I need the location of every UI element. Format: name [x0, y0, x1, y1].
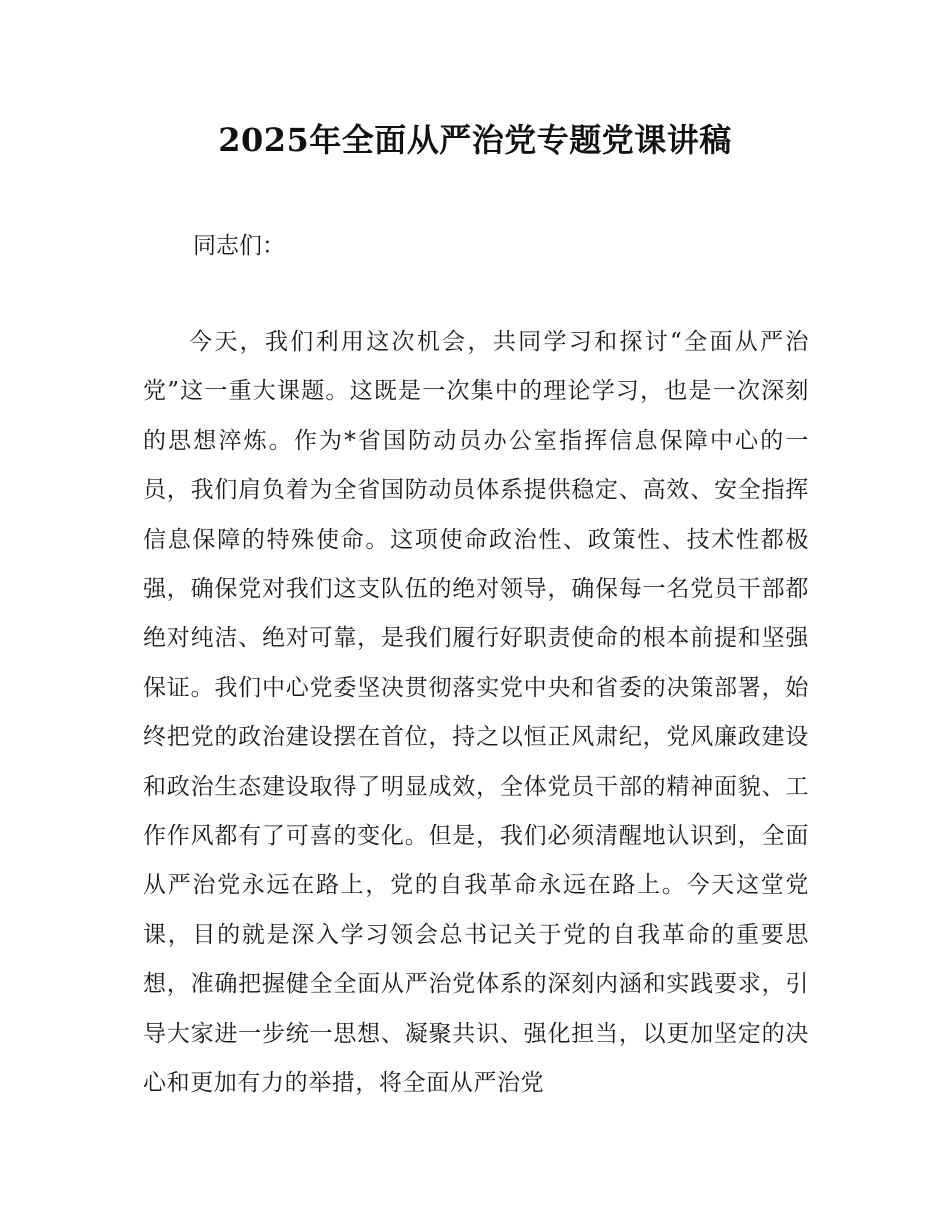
document-title: 2025年全面从严治党专题党课讲稿 — [218, 121, 732, 159]
body-paragraph: 今天，我们利用这次机会，共同学习和探讨“全面从严治党”这一重大课题。这既是一次集中的理论学习，也是一次深刻的思想淬炼。作为*省国防动员办公室指挥信息保障中心的一员，我们肩负着为全省国防动员体系提供稳定、高效、安全指挥信息保障的特殊使命。这项使命政治性、政策性、技术性都极强，确保党对我们这支队伍的绝对领导，确保每一名党员干部都绝对纯洁、绝对可靠，是我们履行好职责使命的根本前提和坚强保证。我们中心党委坚决贯彻落实党中央和省委的决策部署，始终把党的政治建设摆在首位，持之以恒正风肃纪，党风廉政建设和政治生态建设取得了明显成效，全体党员干部的精神面貌、工作作风都有了可喜的变化。但是，我们必须清醒地认识到，全面从严治党永远在路上，党的自我革命永远在路上。今天这堂党课，目的就是深入学习领会总书记关于党的自我革命的重要思想，准确把握健全全面从严治党体系的深刻内涵和实践要求，引导大家进一步统一思想、凝聚共识、强化担当，以更加坚定的决心和更加有力的举措，将全面从严治党 — [143, 329, 809, 1097]
salutation: 同志们： — [193, 233, 285, 259]
